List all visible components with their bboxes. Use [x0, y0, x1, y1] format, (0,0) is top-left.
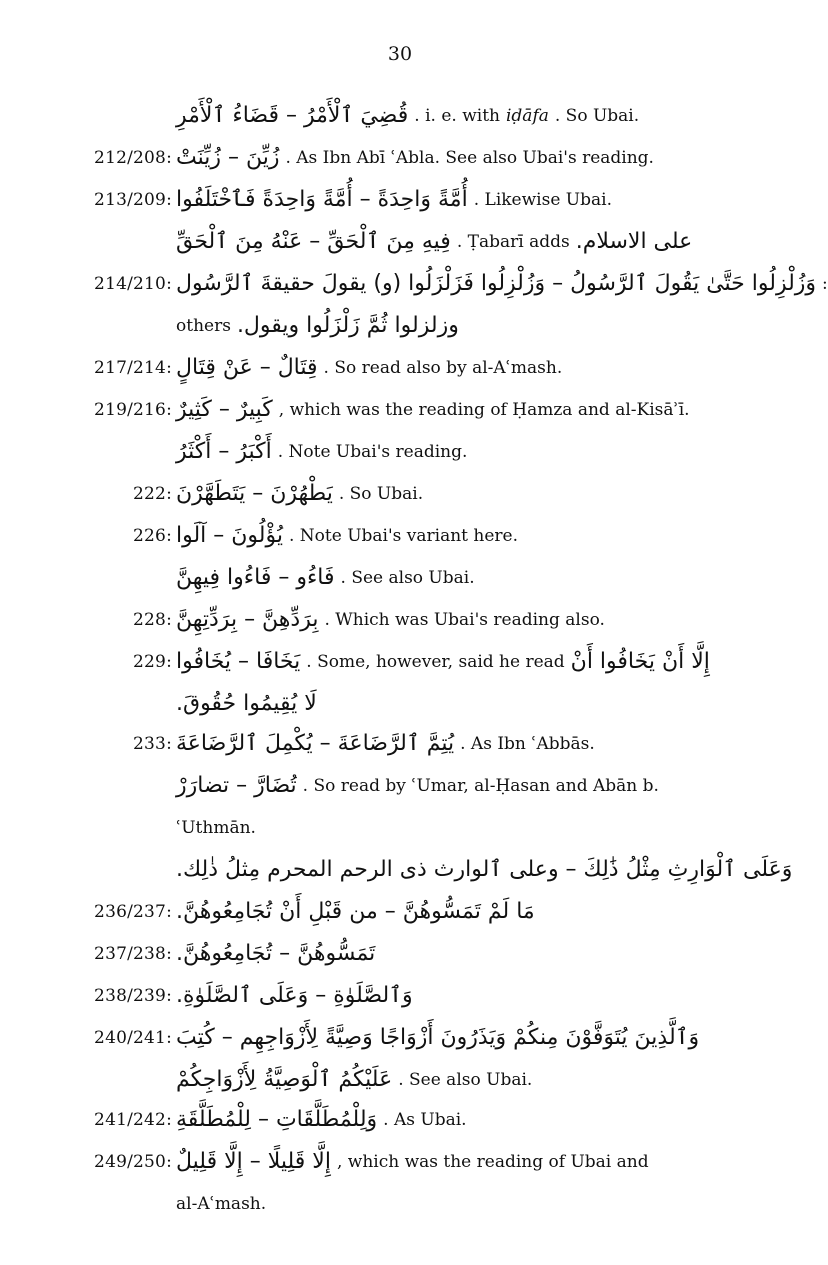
entry-content — [176, 515, 518, 557]
entry-content — [176, 431, 467, 473]
verse-reference: 213/209: — [94, 190, 172, 210]
entry-content — [176, 1099, 467, 1141]
plain-text: ʿUthmān. — [176, 818, 256, 838]
entry-line — [0, 975, 800, 1017]
entry-content — [176, 723, 595, 765]
entry-content — [176, 1017, 699, 1059]
entry-line — [0, 1141, 800, 1183]
arabic-reading: وَلِلْمُطَلَّقَاتِ – لِلْمُطَلَّقَةِ — [176, 1107, 378, 1132]
commentary-text: . Note Ubai's reading. — [277, 442, 468, 462]
commentary-text: , which was the reading of Ḥamza and al-Kisāʾī. — [278, 400, 690, 420]
arabic-reading: أَكْبَرُ – أَكْثَرُ — [176, 439, 272, 464]
entry-content — [176, 891, 535, 933]
entry-line — [0, 221, 800, 263]
commentary-text: . So read by ʿUmar, al-Ḥasan and Abān b. — [302, 776, 659, 796]
entry-content — [176, 1183, 266, 1225]
entry-content — [176, 137, 654, 179]
entry-line — [0, 557, 800, 599]
commentary-text: . As Ubai. — [383, 1110, 467, 1130]
arabic-reading: وزلزلوا ثُمَّ زَلْزَلُوا ويقول. — [236, 313, 459, 338]
entry-line — [0, 849, 800, 891]
entry-content — [176, 641, 710, 683]
entry-line — [0, 473, 800, 515]
arabic-reading: تُضَارَّ – تضارَرْ — [176, 773, 297, 798]
entry-line — [0, 179, 800, 221]
commentary-text: . Note Ubai's variant here. — [289, 526, 519, 546]
verse-reference: 217/214: — [94, 358, 172, 378]
arabic-reading: إِلَّا قَلِيلًا – إِلَّا قَلِيلٌ — [176, 1149, 331, 1174]
verse-reference: 214/210: — [94, 274, 172, 294]
entry-line — [0, 263, 828, 305]
entry-line — [0, 641, 800, 683]
entry-content — [176, 683, 317, 725]
arabic-reading: أُمَّةً وَاحِدَةً – أُمَّةً وَاحِدَةً فَٱخْتَلَفُوا — [176, 187, 468, 212]
arabic-reading: لَا يُقِيمُوا حُقُوقَ. — [176, 691, 317, 716]
entry-content — [176, 263, 828, 305]
commentary-text: . Ṭabarī adds — [456, 232, 570, 252]
arabic-reading: على الاسلام. — [575, 229, 693, 254]
entry-content — [176, 305, 459, 347]
entry-content — [176, 849, 792, 891]
commentary-text: . So Ubai. — [554, 106, 640, 126]
arabic-reading: إِلَّا أَنْ يَخَافُوا أَنْ — [570, 649, 710, 674]
entry-line — [0, 305, 800, 347]
arabic-reading: فِيهِ مِنَ ٱلْحَقِّ – عَنْهُ مِنَ ٱلْحَقِّ — [176, 229, 451, 254]
commentary-text: . See also Ubai. — [340, 568, 475, 588]
commentary-text: : — [822, 274, 828, 294]
entry-line — [0, 891, 800, 933]
arabic-reading: فَاءُو – فَاءُوا فِيهِنَّ — [176, 565, 335, 590]
entry-line — [0, 1017, 800, 1059]
entry-content — [176, 807, 256, 849]
arabic-reading: يَخَافَا – يُخَافُوا — [176, 649, 301, 674]
entry-line — [0, 1059, 800, 1101]
plain-text: al-Aʿmash. — [176, 1194, 267, 1214]
commentary-text: . As Ibn Abī ʿAbla. See also Ubai's reading. — [285, 148, 654, 168]
verse-reference: 237/238: — [94, 944, 172, 964]
entry-line — [0, 389, 800, 431]
arabic-reading: تَمَسُّوهُنَّ – تُجَامِعُوهُنَّ. — [176, 941, 376, 966]
entry-line — [0, 95, 800, 137]
verse-reference: 236/237: — [94, 902, 172, 922]
page-number: 30 — [387, 43, 413, 65]
entry-line — [0, 431, 800, 473]
entry-content — [176, 933, 375, 975]
verse-reference: 226: — [133, 526, 172, 546]
arabic-reading: زُيِّنَ – زُيِّنَتْ — [176, 145, 280, 170]
verse-reference: 222: — [133, 484, 172, 504]
entry-line — [0, 723, 800, 765]
entry-content — [176, 557, 475, 599]
commentary-text: . Which was Ubai's reading also. — [324, 610, 605, 630]
arabic-reading: مَا لَمْ تَمَسُّوهُنَّ – من قَبْلِ أَنْ تُجَامِعُوهُنَّ. — [176, 899, 535, 924]
arabic-reading: وَعَلَى ٱلْوَارِثِ مِثْلُ ذَٰلِكَ – وعلى ٱلوارث ذى الرحم المحرم مِثلُ ذٰلِك. — [176, 857, 793, 882]
arabic-reading: وَٱلَّذِينَ يُتَوَفَّوْنَ مِنكُمْ وَيَذَرُونَ أَزْوَاجًا وَصِيَّةً لِأَزْوَاجِهِم – كُتِبَ — [176, 1025, 700, 1050]
verse-reference: 228: — [133, 610, 172, 630]
verse-reference: 229: — [133, 652, 172, 672]
entry-content — [176, 473, 423, 515]
entry-line — [0, 683, 800, 725]
commentary-text: . Some, however, said he read — [306, 652, 565, 672]
verse-reference: 219/216: — [94, 400, 172, 420]
entry-line — [0, 1183, 800, 1225]
entry-content — [176, 975, 413, 1017]
entry-content — [176, 95, 639, 137]
arabic-reading: قُضِيَ ٱلْأَمْرُ – قَضَاءُ ٱلْأَمْرِ — [176, 103, 409, 128]
arabic-reading: عَلَيْكُمُ ٱلْوَصِيَّةُ لِأَزْوَاجِكُمْ — [176, 1067, 393, 1092]
entry-line — [0, 807, 800, 849]
entry-content — [176, 347, 562, 389]
verse-reference: 241/242: — [94, 1110, 172, 1130]
italic-term: iḍāfa — [505, 106, 549, 126]
commentary-text: , which was the reading of Ubai and — [336, 1152, 649, 1172]
commentary-text: . Likewise Ubai. — [473, 190, 612, 210]
entry-line — [0, 599, 800, 641]
arabic-reading: وَزُلْزِلُوا حَتَّىٰ يَقُولَ ٱلرَّسُولُ – وَزُلْزِلُوا فَزَلْزَلُوا (و) يقولَ حقيقةَ ٱلرَّسُول — [176, 271, 817, 296]
plain-text: others — [176, 316, 231, 336]
entry-content — [176, 1059, 532, 1101]
entry-line — [0, 765, 800, 807]
entry-content — [176, 221, 692, 263]
entry-content — [176, 765, 659, 807]
entry-content — [176, 389, 690, 431]
entry-line — [0, 137, 800, 179]
arabic-reading: قِتَالٌ – عَنْ قِتَالٍ — [176, 355, 318, 380]
entry-line — [0, 933, 800, 975]
commentary-text: . So read also by al-Aʿmash. — [323, 358, 563, 378]
verse-reference: 249/250: — [94, 1152, 172, 1172]
entry-content — [176, 599, 605, 641]
arabic-reading: وَٱلصَّلَوٰةِ – وَعَلَى ٱلصَّلَوٰةِ. — [176, 983, 413, 1008]
verse-reference: 238/239: — [94, 986, 172, 1006]
arabic-reading: بِرَدِّهِنَّ – بِرَدِّتِهِنَّ — [176, 607, 319, 632]
arabic-reading: يُتِمَّ ٱلرَّضَاعَةَ – يُكْمِلَ ٱلرَّضَاعَةَ — [176, 731, 455, 756]
commentary-text: . So Ubai. — [338, 484, 424, 504]
verse-reference: 233: — [133, 734, 172, 754]
entry-line — [0, 515, 800, 557]
commentary-text: . See also Ubai. — [398, 1070, 533, 1090]
arabic-reading: يُؤْلُونَ – آلَوا — [176, 523, 283, 548]
verse-reference: 240/241: — [94, 1028, 172, 1048]
arabic-reading: كَبِيرٌ – كَثِيرٌ — [176, 397, 273, 422]
entry-line — [0, 347, 800, 389]
arabic-reading: يَطْهُرْنَ – يَتَطَهَّرْنَ — [176, 481, 333, 506]
commentary-text: . i. e. with — [414, 106, 500, 126]
entry-content — [176, 1141, 649, 1183]
commentary-text: . As Ibn ʿAbbās. — [460, 734, 595, 754]
entry-content — [176, 179, 612, 221]
verse-reference: 212/208: — [94, 148, 172, 168]
entry-line — [0, 1099, 800, 1141]
